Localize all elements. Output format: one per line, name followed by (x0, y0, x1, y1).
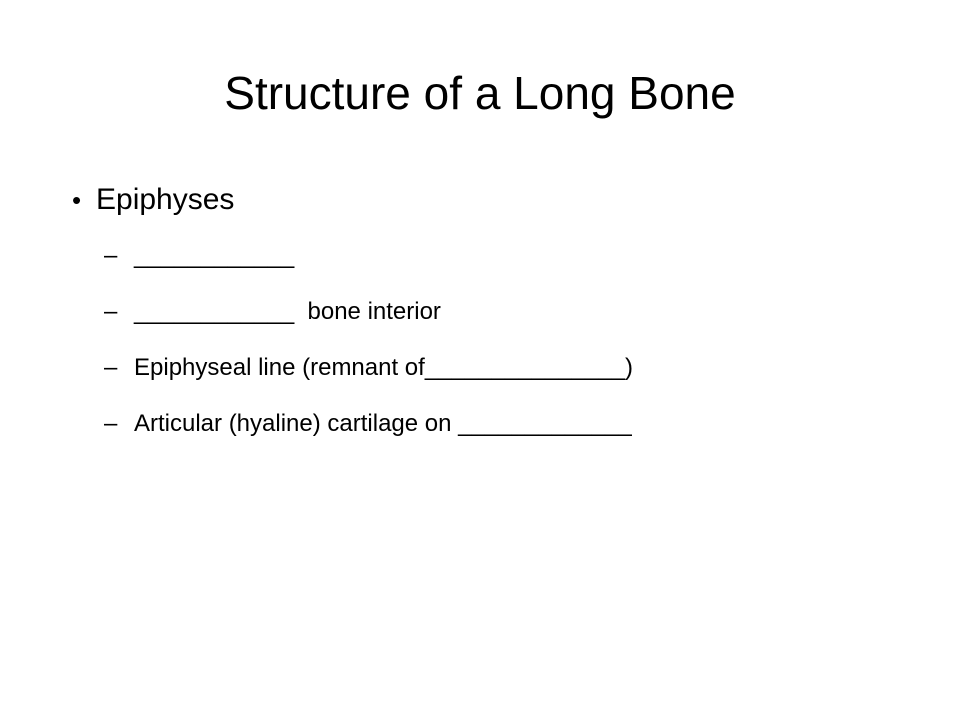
dash-icon: – (104, 298, 118, 325)
sub-bullet-item (104, 228, 944, 284)
dash-icon: – (104, 242, 118, 269)
bullet-dot-icon: • (72, 185, 82, 215)
sub-bullet-label: Epiphyseal line (remnant of_______________) (134, 354, 634, 381)
sub-bullet-item (104, 284, 944, 340)
bullet-list (72, 172, 912, 452)
dash-icon: – (104, 410, 118, 437)
sub-bullet-item (104, 396, 944, 452)
sub-bullet-container (72, 228, 912, 452)
sub-bullet-label: ____________ bone interior (134, 298, 441, 325)
sub-bullet-item (104, 340, 944, 396)
sub-bullet-label: ____________ (134, 242, 295, 269)
sub-bullet-list (104, 228, 944, 452)
dash-icon: – (104, 354, 118, 381)
slide-title: Structure of a Long Bone (224, 67, 736, 119)
sub-bullet-label: Articular (hyaline) cartilage on _____________ (134, 410, 632, 437)
bullet-item-epiphyses (72, 172, 912, 228)
bullet-item-label: Epiphyses (96, 183, 235, 216)
